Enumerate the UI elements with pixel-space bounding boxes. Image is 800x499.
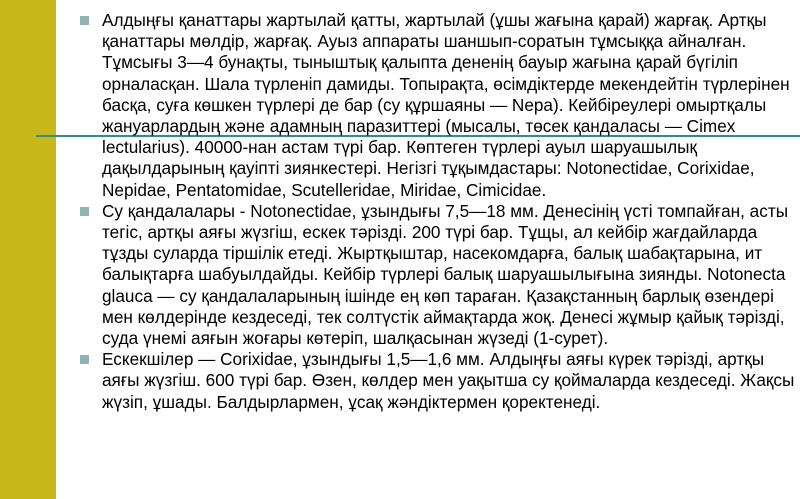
bullet-paragraph-1 bbox=[80, 10, 796, 201]
bullet-paragraph-3 bbox=[80, 349, 796, 413]
paragraph-text: Ескекшілер — Corixidae, ұзындығы 1,5—1,6 мм. Алдыңғы аяғы күрек тәрізді, артқы аяғы жүзгіш. 600 түрі бар. Өзен, көлдер мен уақытша су қоймаларда кездеседі. Жақсы жүзіп, ұшады. Балдырлармен, ұсақ жәндіктермен қоректенеді. bbox=[102, 349, 795, 412]
paragraph-text: Су қандалалары - Notonectidae, ұзындығы 7,5—18 мм. Денесінің үсті томпайған, асты тегіс, артқы аяғы жүзгіш, ескек тәрізді. 200 түрі бар. Тұщы, ал кейбір жағдайларда тұзды суларда тіршілік етеді. Жыртқыштар, насекомдарға, балық шабақтарына, ит балықтарға шабуылдайды. Кейбір түрлері балық шаруашылығына зиянды. Notonecta glauca — су қандалаларының ішінде ең көп тараған. Қазақстанның барлық өзендері мен көлдерінде кездеседі, тек солтүстік аймақтарда жоқ. Денесі жұмыр қайық тәрізді, суда үнемі аяғын жоғары көтеріп, шалқасынан жүзеді (1-сурет). bbox=[102, 200, 789, 349]
left-accent-bar bbox=[0, 0, 56, 499]
square-bullet-icon bbox=[80, 355, 89, 364]
slide-content bbox=[80, 10, 796, 413]
square-bullet-icon bbox=[80, 207, 89, 216]
square-bullet-icon bbox=[80, 16, 89, 25]
paragraph-text: Алдыңғы қанаттары жартылай қатты, жартылай (ұшы жағына қарай) жарғақ. Артқы қанаттары мөлдір, жарғақ. Ауыз аппараты шаншып-соратын тұмсыққа айналған. Тұмсығы 3—4 бунақты, тыныштық қалыпта дененің бауыр жағына қарай бүгіліп орналасқан. Шала түрленіп дамиды. Топырақта, өсімдіктерде мекендейтін түрлерінен басқа, суға көшкен түрлері де бар (су құршаяны — Nepa). Кейбіреулері омыртқалы жануарлардың және адамның паразиттері (мысалы, төсек қандаласы — Cimex lectularius). 40000-нан астам түрі бар. Көптеген түрлері ауыл шаруашылық дақылдарының қауіпті зиянкестері. Негізгі тұқымдастары: Notonectidae, Corixidae, Nepidae, Pentatomidae, Scutelleridae, Miridae, Cimicidae. bbox=[102, 10, 790, 200]
bullet-paragraph-2 bbox=[80, 201, 796, 349]
